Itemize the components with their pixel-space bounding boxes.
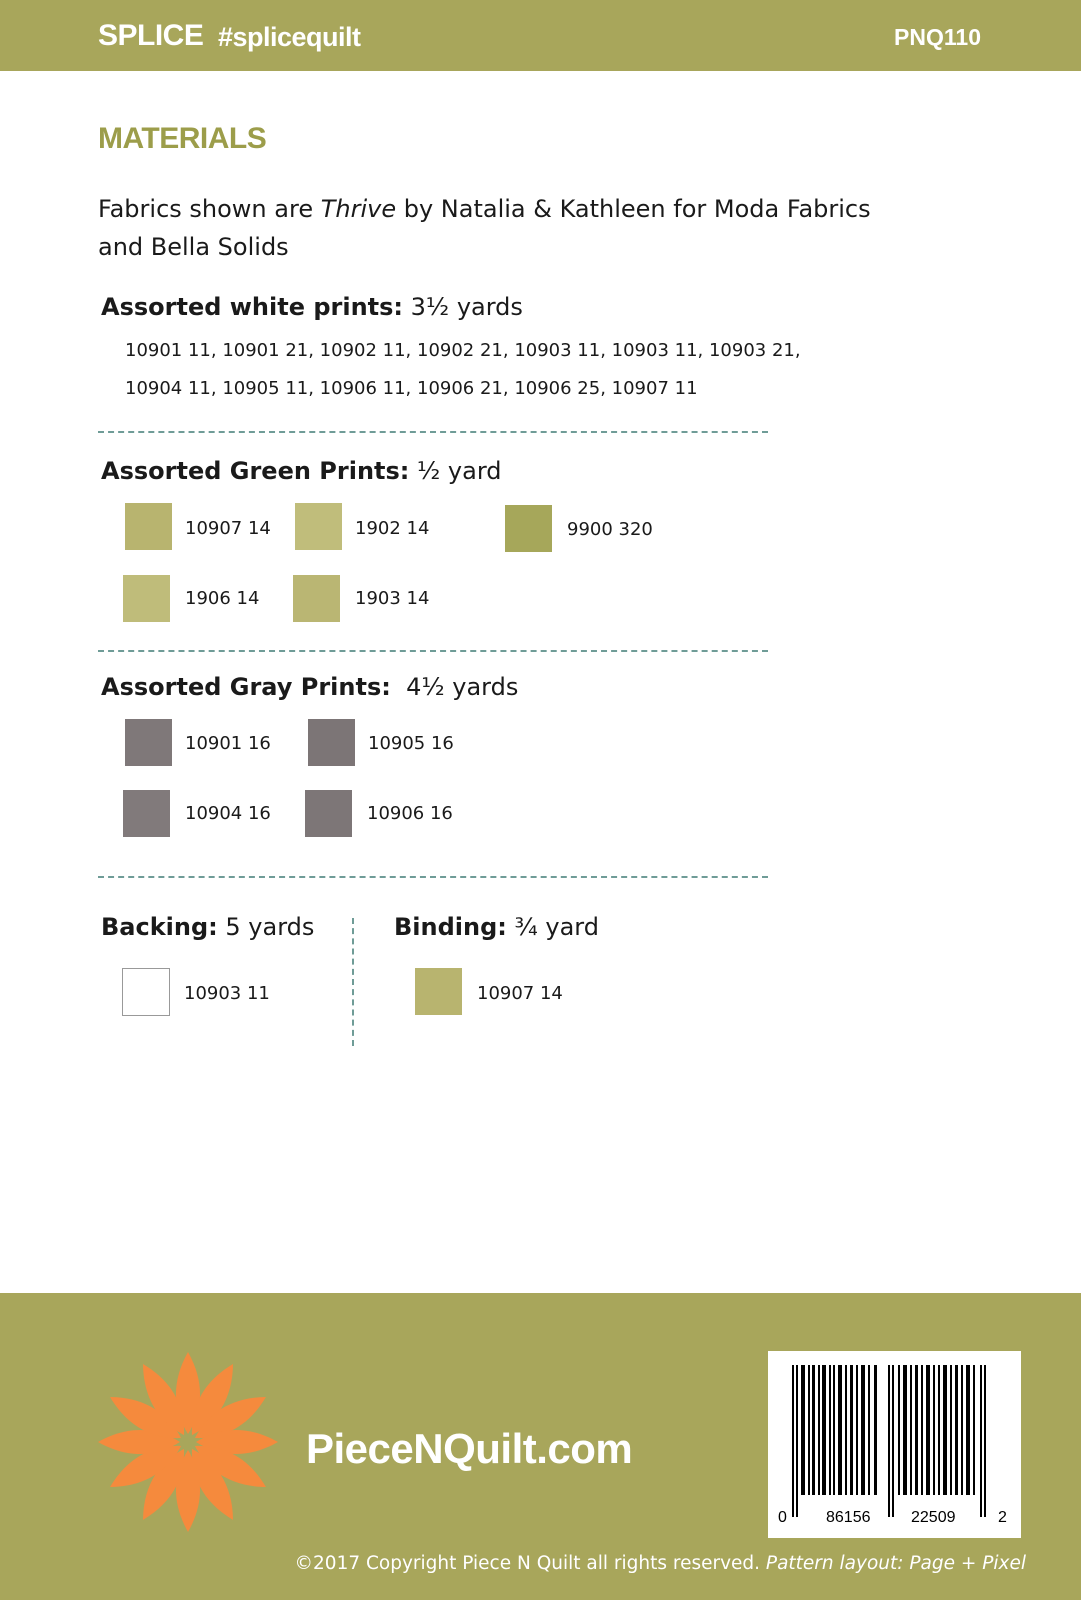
materials-heading: MATERIALS	[98, 122, 267, 155]
barcode	[768, 1351, 1021, 1538]
green-amount: ½ yard	[409, 457, 502, 485]
binding-title	[394, 913, 599, 941]
gray-label: Assorted Gray Prints:	[101, 673, 391, 701]
white-prints-codes	[125, 332, 805, 408]
gray-swatch-label: 10905 16	[368, 733, 454, 754]
divider-2	[98, 650, 768, 652]
green-swatch-1906-14	[123, 575, 170, 622]
footer-band	[0, 1293, 1081, 1600]
green-swatch-1903-14	[293, 575, 340, 622]
hashtag: #splicequilt	[218, 22, 361, 52]
green-swatch-label: 1903 14	[355, 588, 430, 609]
header-bar	[0, 0, 1081, 71]
barcode-digit: 0	[778, 1509, 787, 1526]
layout-credit: Pattern layout: Page + Pixel	[765, 1553, 1026, 1574]
backing-swatch	[122, 968, 170, 1016]
gray-swatch-label: 10901 16	[185, 733, 271, 754]
copyright: ©2017 Copyright Piece N Quilt all rights reserved.	[294, 1553, 766, 1574]
white-label: Assorted white prints:	[101, 293, 404, 321]
intro-before: Fabrics shown are	[98, 195, 321, 223]
gray-swatch-10904-16	[123, 790, 170, 837]
intro-text	[98, 190, 898, 266]
white-codes-line-1: 10901 11, 10901 21, 10902 11, 10902 21, 10903 11, 10903 11, 10903 21,	[125, 340, 801, 361]
binding-label: Binding:	[394, 913, 507, 941]
divider-1	[98, 431, 768, 433]
white-codes-line-2: 10904 11, 10905 11, 10906 11, 10906 21, 10906 25, 10907 11	[125, 378, 698, 399]
flower-logo-icon	[98, 1352, 278, 1532]
backing-amount: 5 yards	[217, 913, 315, 941]
green-swatch-10907-14	[125, 503, 172, 550]
backing-swatch-label: 10903 11	[184, 983, 270, 1004]
pattern-title: SPLICE	[98, 19, 204, 52]
vertical-divider	[352, 918, 354, 1046]
divider-3	[98, 876, 768, 878]
gray-swatch-label: 10904 16	[185, 803, 271, 824]
intro-after: by Natalia & Kathleen for Moda Fabrics and Bella Solids	[98, 195, 871, 261]
backing-label: Backing:	[101, 913, 218, 941]
gray-prints-title	[101, 673, 518, 701]
green-swatch-label: 1906 14	[185, 588, 260, 609]
green-swatch-label: 10907 14	[185, 518, 271, 539]
green-swatch-label: 1902 14	[355, 518, 430, 539]
copyright-text	[295, 1553, 1026, 1574]
pattern-code: PNQ110	[894, 24, 981, 50]
website-link[interactable]: PieceNQuilt.com	[306, 1425, 633, 1472]
barcode-bars-icon	[768, 1351, 1021, 1538]
green-swatch-1902-14	[295, 503, 342, 550]
backing-title	[101, 913, 314, 941]
green-prints-title	[101, 457, 502, 485]
green-swatch-label: 9900 320	[567, 519, 653, 540]
intro-fabric-line: Thrive	[320, 195, 397, 223]
green-swatch-9900-320	[505, 505, 552, 552]
binding-swatch	[415, 968, 462, 1015]
gray-swatch-10906-16	[305, 790, 352, 837]
white-amount: 3½ yards	[403, 293, 523, 321]
binding-amount: ¾ yard	[506, 913, 599, 941]
gray-swatch-label: 10906 16	[367, 803, 453, 824]
binding-swatch-label: 10907 14	[477, 983, 563, 1004]
barcode-digit: 2	[998, 1509, 1007, 1526]
barcode-digit: 86156	[826, 1509, 871, 1526]
barcode-digit: 22509	[911, 1509, 956, 1526]
gray-amount: 4½ yards	[390, 673, 519, 701]
green-label: Assorted Green Prints:	[101, 457, 410, 485]
white-prints-title	[101, 293, 523, 321]
gray-swatch-10901-16	[125, 719, 172, 766]
gray-swatch-10905-16	[308, 719, 355, 766]
